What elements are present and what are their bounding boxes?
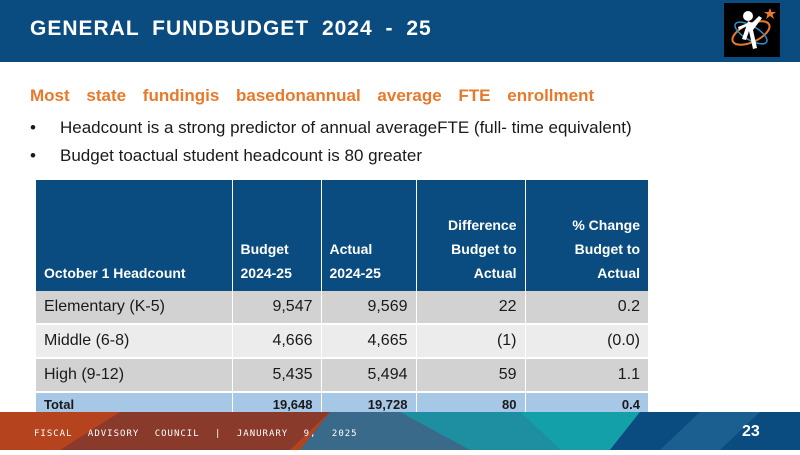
bullet-item (30, 144, 632, 172)
person-star-logo-icon (724, 3, 780, 57)
row-difference: 22 (416, 291, 525, 324)
header-difference: Difference Budget to Actual (416, 180, 525, 291)
headcount-table (36, 180, 648, 415)
total-difference: 80 (416, 392, 525, 415)
table-row (36, 291, 648, 324)
total-budget: 19,648 (232, 392, 321, 415)
row-actual: 9,569 (321, 291, 416, 324)
row-difference: 59 (416, 358, 525, 392)
table-header-row (36, 180, 648, 291)
bullet-icon: • (30, 146, 36, 165)
bullet-icon: • (30, 118, 36, 137)
header-actual: Actual 2024-25 (321, 180, 416, 291)
row-pct: 0.2 (525, 291, 648, 324)
subheading: Most state fundingis basedonannual average FTE enrollment (30, 86, 595, 105)
row-budget: 5,435 (232, 358, 321, 392)
row-pct: (0.0) (525, 324, 648, 358)
row-pct: 1.1 (525, 358, 648, 392)
bullet-text: Budget toactual student headcount is 80 greater (60, 146, 422, 165)
header-budget: Budget 2024-25 (232, 180, 321, 291)
table-row (36, 324, 648, 358)
total-actual: 19,728 (321, 392, 416, 415)
row-label: High (9-12) (36, 358, 232, 392)
total-label: Total (36, 392, 232, 415)
header-pct-change: % Change Budget to Actual (525, 180, 648, 291)
row-label: Middle (6-8) (36, 324, 232, 358)
header-label: October 1 Headcount (36, 180, 232, 291)
row-label: Elementary (K-5) (36, 291, 232, 324)
bullet-text: Headcount is a strong predictor of annual averageFTE (full- time equivalent) (60, 118, 632, 137)
bullet-list (30, 116, 632, 172)
footer-text: FISCAL ADVISORY COUNCIL | JANURARY 9, 2025 (34, 429, 358, 439)
row-budget: 9,547 (232, 291, 321, 324)
bullet-item (30, 116, 632, 144)
row-actual: 5,494 (321, 358, 416, 392)
total-pct: 0.4 (525, 392, 648, 415)
page-number: 23 (742, 423, 760, 440)
page-title: GENERAL FUNDBUDGET 2024 - 25 (30, 17, 432, 40)
table-row (36, 358, 648, 392)
row-budget: 4,666 (232, 324, 321, 358)
header-bar (0, 0, 800, 62)
row-difference: (1) (416, 324, 525, 358)
row-actual: 4,665 (321, 324, 416, 358)
